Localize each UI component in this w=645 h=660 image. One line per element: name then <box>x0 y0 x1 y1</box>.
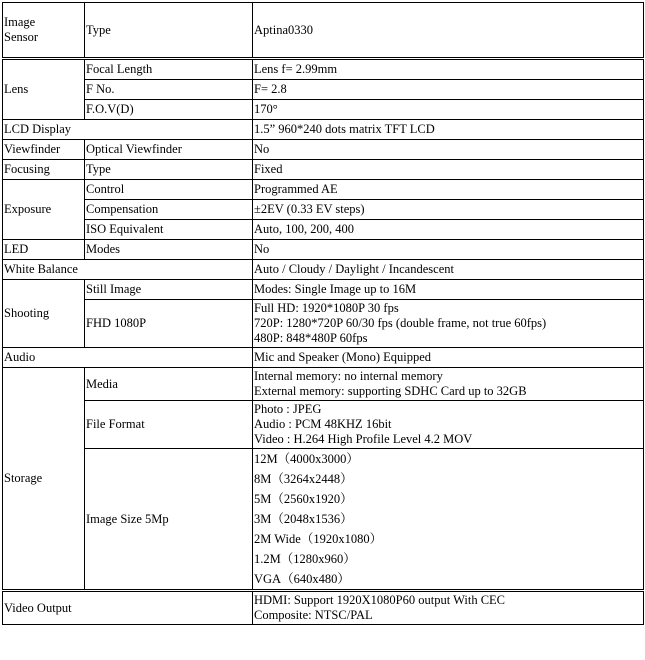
row-storage-format <box>3 401 644 449</box>
value-fhd-1080p <box>253 300 644 348</box>
group-image-sensor: Image Sensor <box>3 3 85 59</box>
row-lcd <box>3 120 644 140</box>
label-image-size: Image Size 5Mp <box>85 449 253 591</box>
group-shooting: Shooting <box>3 280 85 348</box>
image-size-line: 8M（3264x2448） <box>254 472 353 486</box>
fhd-line: 480P: 848*480P 60fps <box>254 331 368 345</box>
row-lens-fno <box>3 80 644 100</box>
label-led-modes: Modes <box>85 240 253 260</box>
row-storage-media <box>3 368 644 401</box>
value-file-format <box>253 401 644 449</box>
row-exposure-compensation <box>3 200 644 220</box>
value-audio: Mic and Speaker (Mono) Equipped <box>253 348 644 368</box>
value-fov: 170° <box>253 100 644 120</box>
label-file-format: File Format <box>85 401 253 449</box>
value-lcd-display: 1.5” 960*240 dots matrix TFT LCD <box>253 120 644 140</box>
format-line: Photo : JPEG <box>254 402 322 416</box>
label-audio: Audio <box>3 348 253 368</box>
label-media: Media <box>85 368 253 401</box>
group-lens: Lens <box>3 59 85 120</box>
label-white-balance: White Balance <box>3 260 253 280</box>
label-still-image: Still Image <box>85 280 253 300</box>
row-exposure-control <box>3 180 644 200</box>
group-exposure: Exposure <box>3 180 85 240</box>
value-compensation: ±2EV (0.33 EV steps) <box>253 200 644 220</box>
value-white-balance: Auto / Cloudy / Daylight / Incandescent <box>253 260 644 280</box>
row-focusing <box>3 160 644 180</box>
image-size-line: 5M（2560x1920） <box>254 492 353 506</box>
value-optical-viewfinder: No <box>253 140 644 160</box>
label-fhd-1080p: FHD 1080P <box>85 300 253 348</box>
image-size-line: VGA（640x480） <box>254 572 350 586</box>
fhd-line: 720P: 1280*720P 60/30 fps (double frame, not true 60fps) <box>254 316 547 330</box>
row-shooting-still <box>3 280 644 300</box>
value-led-modes: No <box>253 240 644 260</box>
label-optical-viewfinder: Optical Viewfinder <box>85 140 253 160</box>
row-white-balance <box>3 260 644 280</box>
format-line: Video : H.264 High Profile Level 4.2 MOV <box>254 432 473 446</box>
group-viewfinder: Viewfinder <box>3 140 85 160</box>
row-image-sensor <box>3 3 644 59</box>
row-lens-fov <box>3 100 644 120</box>
value-focus-type: Fixed <box>253 160 644 180</box>
image-size-line: 3M（2048x1536） <box>254 512 353 526</box>
image-size-line: 12M（4000x3000） <box>254 452 359 466</box>
image-size-line: 1.2M（1280x960） <box>254 552 356 566</box>
value-still-image: Modes: Single Image up to 16M <box>253 280 644 300</box>
row-viewfinder <box>3 140 644 160</box>
label-focal-length: Focal Length <box>85 59 253 80</box>
value-f-no: F= 2.8 <box>253 80 644 100</box>
row-audio <box>3 348 644 368</box>
value-focal-length: Lens f= 2.99mm <box>253 59 644 80</box>
video-output-line: HDMI: Support 1920X1080P60 output With CEC <box>254 593 506 607</box>
row-shooting-fhd <box>3 300 644 348</box>
value-iso: Auto, 100, 200, 400 <box>253 220 644 240</box>
video-output-line: Composite: NTSC/PAL <box>254 608 373 622</box>
group-focusing: Focusing <box>3 160 85 180</box>
specifications-table <box>2 2 644 625</box>
value-video-output <box>253 591 644 625</box>
fhd-line: Full HD: 1920*1080P 30 fps <box>254 301 399 315</box>
label-sensor-type: Type <box>85 3 253 59</box>
group-led: LED <box>3 240 85 260</box>
label-fov: F.O.V(D) <box>85 100 253 120</box>
row-storage-image-size <box>3 449 644 591</box>
label-f-no: F No. <box>85 80 253 100</box>
row-exposure-iso <box>3 220 644 240</box>
row-video-output <box>3 591 644 625</box>
value-control: Programmed AE <box>253 180 644 200</box>
label-compensation: Compensation <box>85 200 253 220</box>
row-lens-focal <box>3 59 644 80</box>
label-focus-type: Type <box>85 160 253 180</box>
label-iso: ISO Equivalent <box>85 220 253 240</box>
label-control: Control <box>85 180 253 200</box>
value-media <box>253 368 644 401</box>
group-storage: Storage <box>3 368 85 591</box>
label-video-output: Video Output <box>3 591 253 625</box>
value-image-size <box>253 449 644 591</box>
label-lcd-display: LCD Display <box>3 120 253 140</box>
media-line: Internal memory: no internal memory <box>254 369 443 383</box>
format-line: Audio : PCM 48KHZ 16bit <box>254 417 392 431</box>
value-sensor-type: Aptina0330 <box>253 3 644 59</box>
row-led <box>3 240 644 260</box>
image-size-line: 2M Wide（1920x1080） <box>254 532 383 546</box>
media-line: External memory: supporting SDHC Card up to 32GB <box>254 384 527 398</box>
